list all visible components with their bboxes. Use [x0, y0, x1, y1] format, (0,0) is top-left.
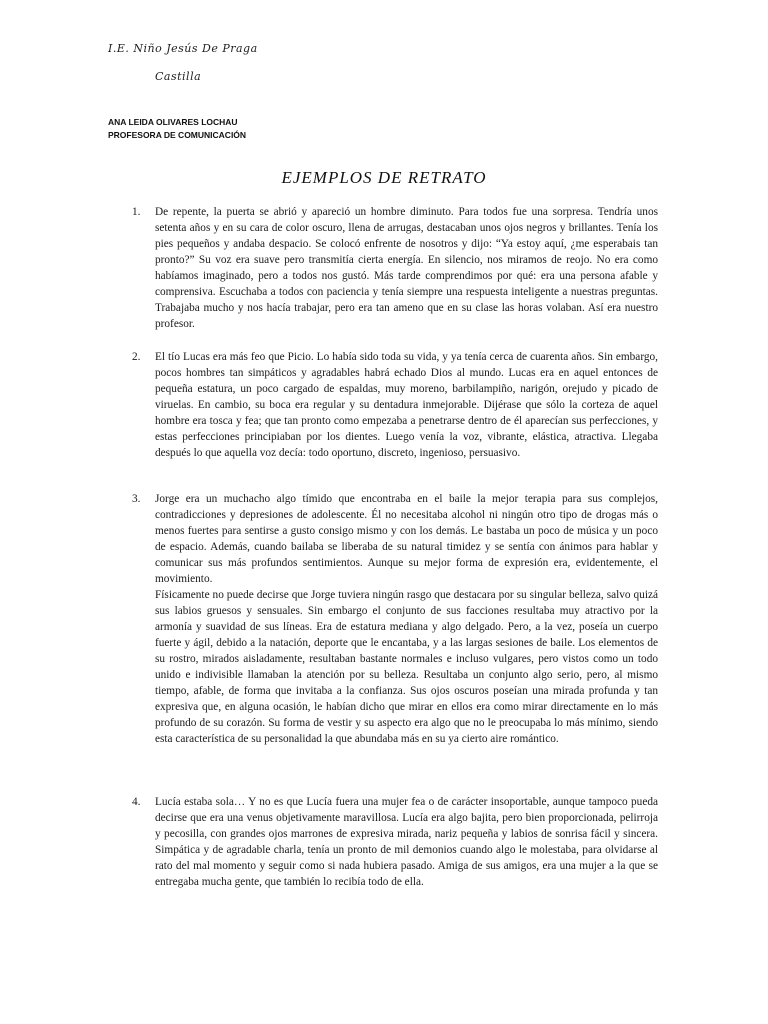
paragraph: Físicamente no puede decirse que Jorge tuviera ningún rasgo que destacara por su singular belleza, salvo quizá sus labios gruesos y sensuales. Sin embargo el conjunto de sus facciones resultaba muy atractivo por la armonía y suavidad de sus líneas. Era de estatura mediana y algo delgado. Pero, a la vez, poseía un cuerpo fuerte y ágil, debido a la natación, deporte que le encantaba, y a las largas sesiones de baile. Los elementos de su rostro, mirados aisladamente, resultaban bastante normales e incluso vulgares, pero vistos como un todo unido e indivisible llamaban la atención por su belleza. Resultaba un conjunto algo serio, pero, al mismo tiempo, afable, de forma que invitaba a la confianza. Sus ojos oscuros poseían una mirada profunda y tan expresiva que, en alguna ocasión, le habían dicho que mirar en ellos era como mirar directamente en lo más profundo de su corazón. Su forma de vestir y su aspecto era algo que no le preocupaba lo más mínimo, siendo esta característica de su personalidad la que abundaba más en su ya cierto aire romántico. [155, 589, 658, 745]
teacher-block [108, 116, 246, 142]
paragraph: Lucía estaba sola… Y no es que Lucía fuera una mujer fea o de carácter insoportable, aunque tampoco pueda decirse que era una venus objetivamente maravillosa. Lucía era algo bajita, pero bien proporcionada, pelirroja y pecosilla, con grandes ojos marrones de expresiva mirada, nariz pequeña y labios de sonrisa fácil y sincera. Simpática y de agradable charla, tenía un pronto de mil demonios cuando algo le molestaba, para olvidarse al rato del mal momento y seguir como si nada hubiera pasado. Amiga de sus amigos, era una mujer a la que se entregaba mucha gente, que también lo recibía todo de ella. [155, 796, 658, 888]
item-number: 4. [132, 796, 141, 808]
item-text [155, 204, 658, 332]
item-text [155, 491, 658, 747]
item-number: 2. [132, 351, 141, 363]
teacher-role: PROFESORA DE COMUNICACIÓN [108, 130, 247, 140]
school-name: I.E. Niño Jesús De Praga [108, 42, 258, 55]
item-number: 3. [132, 493, 141, 505]
item-text [155, 794, 658, 890]
item-text [155, 349, 658, 461]
item-number: 1. [132, 206, 141, 218]
paragraph: El tío Lucas era más feo que Picio. Lo había sido toda su vida, y ya tenía cerca de cuarenta años. Sin embargo, pocos hombres tan simpáticos y agradables habrá echado Dios al mundo. Lucas era en aquel entonces de pequeña estatura, un poco cargado de espaldas, muy moreno, barbilampiño, narigón, orejudo y picado de viruelas. En cambio, su boca era regular y su dentadura inmejorable. Dijérase que sólo la corteza de aquel hombre era tosca y fea; que tan pronto como empezaba a penetrarse dentro de él aparecían sus perfecciones, y estas perfecciones principiaban por los dientes. Luego venía la voz, vibrante, elástica, atractiva. Llegaba después lo que aquella voz decía: todo oportuno, discreto, ingenioso, persuasivo. [155, 351, 658, 459]
city-name: Castilla [155, 70, 202, 83]
document-title: EJEMPLOS DE RETRATO [281, 168, 487, 187]
paragraph: Jorge era un muchacho algo tímido que encontraba en el baile la mejor terapia para sus complejos, contradicciones y depresiones de adolescente. Él no necesitaba alcohol ni ningún otro tipo de drogas más o menos fuertes para sentirse a gusto consigo mismo y con los demás. Le bastaba un poco de música y un poco de espacio. Además, cuando bailaba se liberaba de su natural timidez y se sentía con ánimos para hablar y comunicar sus más profundos sentimientos. Aunque su mejor forma de expresión era, evidentemente, el movimiento. [155, 493, 658, 585]
paragraph: De repente, la puerta se abrió y apareció un hombre diminuto. Para todos fue una sorpresa. Tendría unos setenta años y en su cara de color oscuro, llena de arrugas, destacaban unos ojos negros y brillantes. Tenía los pies pequeños y andaba despacio. Se colocó enfrente de nosotros y dijo: “Ya estoy aquí, ¿me esperabais tan pronto?” Su voz era suave pero transmitía cierta energía. En silencio, nos miramos de reojo. No era como habíamos imaginado, pero a todos nos gustó. Más tarde comprendimos por qué: era una persona afable y comprensiva. Escuchaba a todos con paciencia y tenía siempre una respuesta inteligente a nuestras preguntas. Trabajaba mucho y nos hacía trabajar, pero era tan ameno que en su clase las horas volaban. Así era nuestro profesor. [155, 206, 658, 330]
teacher-name: ANA LEIDA OLIVARES LOCHAU [108, 117, 238, 127]
